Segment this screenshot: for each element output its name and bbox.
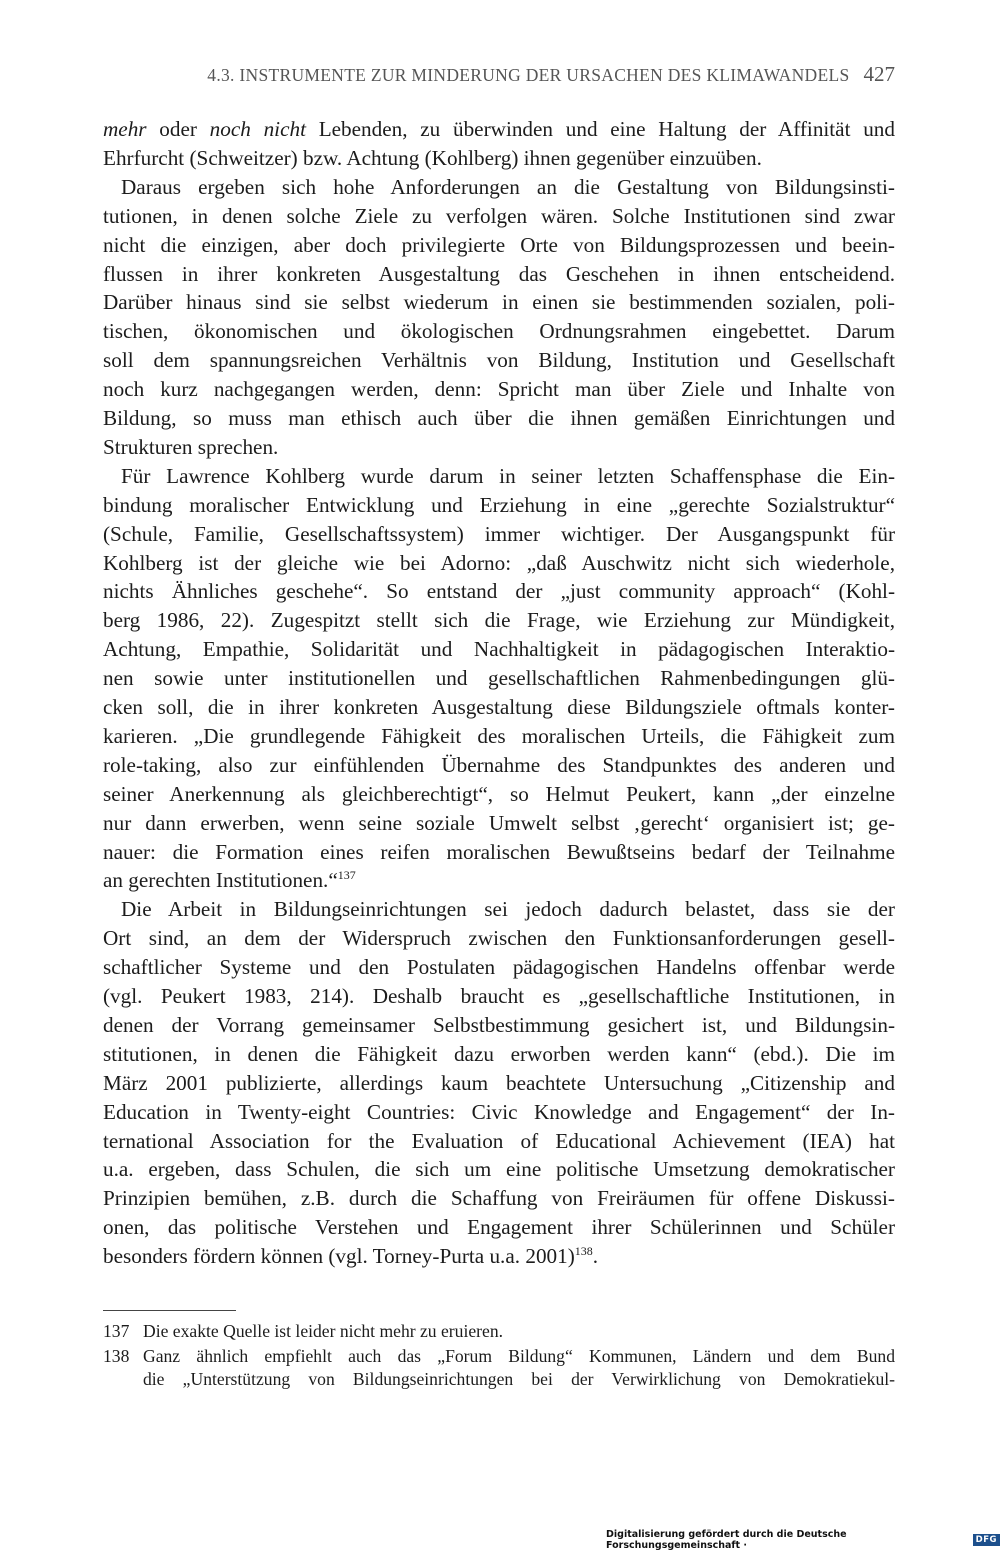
text-line: (Schule, Familie, Gesellschaftssystem) immer wichtiger. Der Ausgangspunkt für bbox=[103, 521, 895, 546]
text-line: Darüber hinaus sind sie selbst wiederum in einen sie bestimmenden sozialen, poli- bbox=[103, 290, 895, 315]
footnote-number: 138 bbox=[103, 1346, 130, 1366]
italic-word: noch nicht bbox=[209, 117, 306, 141]
text-line: mehr oder noch nicht Lebenden, zu überwinden und eine Haltung der Affinität und bbox=[103, 117, 895, 141]
text-line: Education in Twenty-eight Countries: Civic Knowledge and Engagement“ der In- bbox=[103, 1099, 895, 1124]
text-line: Ehrfurcht (Schweitzer) bzw. Achtung (Kohlberg) ihnen gegenüber einzuüben. bbox=[103, 145, 762, 170]
footnote-ref: 138 bbox=[574, 1244, 593, 1259]
footnote-rule bbox=[103, 1310, 236, 1311]
text-line: nur dann erwerben, wenn seine soziale Umwelt selbst ‚gerecht‘ organisiert ist; ge- bbox=[103, 810, 895, 835]
text-line: berg 1986, 22). Zugespitzt stellt sich die Frage, wie Erziehung zur Mündigkeit, bbox=[103, 608, 895, 633]
footnote-line: die „Unterstützung von Bildungseinrichtungen bei der Verwirklichung von Demokratiekul- bbox=[143, 1369, 895, 1389]
running-header bbox=[103, 62, 895, 87]
dfg-logo-icon: DFG bbox=[973, 1534, 1000, 1546]
text-line: karieren. „Die grundlegende Fähigkeit des moralischen Urteils, die Fähigkeit zum bbox=[103, 723, 895, 748]
text-line: nicht die einzigen, aber doch privilegierte Orte von Bildungsprozessen und beein- bbox=[103, 232, 895, 257]
digitization-footer bbox=[606, 1529, 1000, 1551]
text-line: Die Arbeit in Bildungseinrichtungen sei jedoch dadurch belastet, dass sie der bbox=[121, 897, 895, 922]
footnote-ref: 137 bbox=[337, 868, 356, 883]
text-line: Prinzipien bemühen, z.B. durch die Schaffung von Freiräumen für offene Diskussi- bbox=[103, 1186, 895, 1211]
text-line: (vgl. Peukert 1983, 214). Deshalb braucht es „gesellschaftliche Institutionen, in bbox=[103, 984, 895, 1008]
chapter-title: 4.3. INSTRUMENTE ZUR MINDERUNG DER URSACHEN DES KLIMAWANDELS bbox=[207, 65, 850, 85]
text-line: role-taking, also zur einfühlenden Übernahme des Standpunktes des anderen und bbox=[103, 752, 895, 777]
text-line: nen sowie unter institutionellen und gesellschaftlichen Rahmenbedingungen glü- bbox=[103, 666, 895, 691]
footnote-number: 137 bbox=[103, 1321, 130, 1341]
text-line: März 2001 publizierte, allerdings kaum beachtete Untersuchung „Citizenship and bbox=[103, 1070, 895, 1095]
text-line: denen der Vorrang gemeinsamer Selbstbestimmung gesichert ist, und Bildungsin- bbox=[103, 1012, 895, 1037]
text-line: flussen in ihrer konkreten Ausgestaltung das Geschehen in ihnen entscheidend. bbox=[103, 261, 895, 286]
text-line: nauer: die Formation eines reifen moralischen Bewußtseins bedarf der Teilnahme bbox=[103, 839, 895, 864]
page-number: 427 bbox=[863, 62, 895, 86]
italic-word: mehr bbox=[103, 117, 147, 141]
text-line: soll dem spannungsreichen Verhältnis von Bildung, Institution und Gesellschaft bbox=[103, 348, 895, 373]
text-line: seiner Anerkennung als gleichberechtigt“, so Helmut Peukert, kann „der einzelne bbox=[103, 781, 895, 806]
text-line: onen, das politische Verstehen und Engagement ihrer Schülerinnen und Schüler bbox=[103, 1215, 895, 1240]
text-line: Strukturen sprechen. bbox=[103, 434, 279, 459]
text-line: stitutionen, in denen die Fähigkeit dazu erworben werden kann“ (ebd.). Die im bbox=[103, 1041, 895, 1066]
text-line: ternational Association for the Evaluation of Educational Achievement (IEA) hat bbox=[103, 1128, 895, 1153]
text-line: bindung moralischer Entwicklung und Erziehung in eine „gerechte Sozialstruktur“ bbox=[103, 492, 895, 517]
text-line: nichts Ähnliches geschehe“. So entstand der „just community approach“ (Kohl- bbox=[103, 579, 895, 604]
footnote-line: 138 Ganz ähnlich empfiehlt auch das „Forum Bildung“ Kommunen, Ländern und dem Bund bbox=[103, 1346, 895, 1366]
text-line: Kohlberg ist der gleiche wie bei Adorno: „daß Auschwitz nicht sich wiederhole, bbox=[103, 550, 895, 575]
text-line: schaftlicher Systeme und den Postulaten pädagogischen Handelns offenbar werde bbox=[103, 955, 895, 980]
footnote-line: 137 Die exakte Quelle ist leider nicht mehr zu eruieren. bbox=[103, 1321, 504, 1341]
text-line: Achtung, Empathie, Solidarität und Nachhaltigkeit in pädagogischen Interaktio- bbox=[103, 637, 895, 662]
footer-text: Digitalisierung gefördert durch die Deutsche Forschungsgemeinschaft · bbox=[606, 1529, 847, 1551]
text-line: Bildung, so muss man ethisch auch über die ihnen gemäßen Einrichtungen und bbox=[103, 406, 895, 430]
text-line: u.a. ergeben, dass Schulen, die sich um eine politische Umsetzung demokratischer bbox=[103, 1157, 895, 1182]
text-line: besonders fördern können (vgl. Torney-Purta u.a. 2001)$^{138}$. bbox=[103, 1244, 599, 1269]
text-line: tutionen, in denen solche Ziele zu verfolgen wären. Solche Institutionen sind zwar bbox=[103, 203, 895, 228]
text-line: Für Lawrence Kohlberg wurde darum in seiner letzten Schaffensphase die Ein- bbox=[121, 463, 895, 488]
text-line: cken soll, die in ihrer konkreten Ausgestaltung diese Bildungsziele oftmals konter- bbox=[103, 695, 895, 719]
text-line: Daraus ergeben sich hohe Anforderungen an die Gestaltung von Bildungsinsti- bbox=[121, 174, 895, 199]
text-line: noch kurz nachgegangen werden, denn: Spricht man über Ziele und Inhalte von bbox=[103, 377, 895, 402]
text-line: tischen, ökonomischen und ökologischen Ordnungsrahmen eingebettet. Darum bbox=[103, 319, 895, 344]
text-line: Ort sind, an dem der Widerspruch zwischen den Funktionsanforderungen gesell- bbox=[103, 926, 895, 951]
text-line: an gerechten Institutionen.“$^{137}$ bbox=[103, 868, 356, 893]
